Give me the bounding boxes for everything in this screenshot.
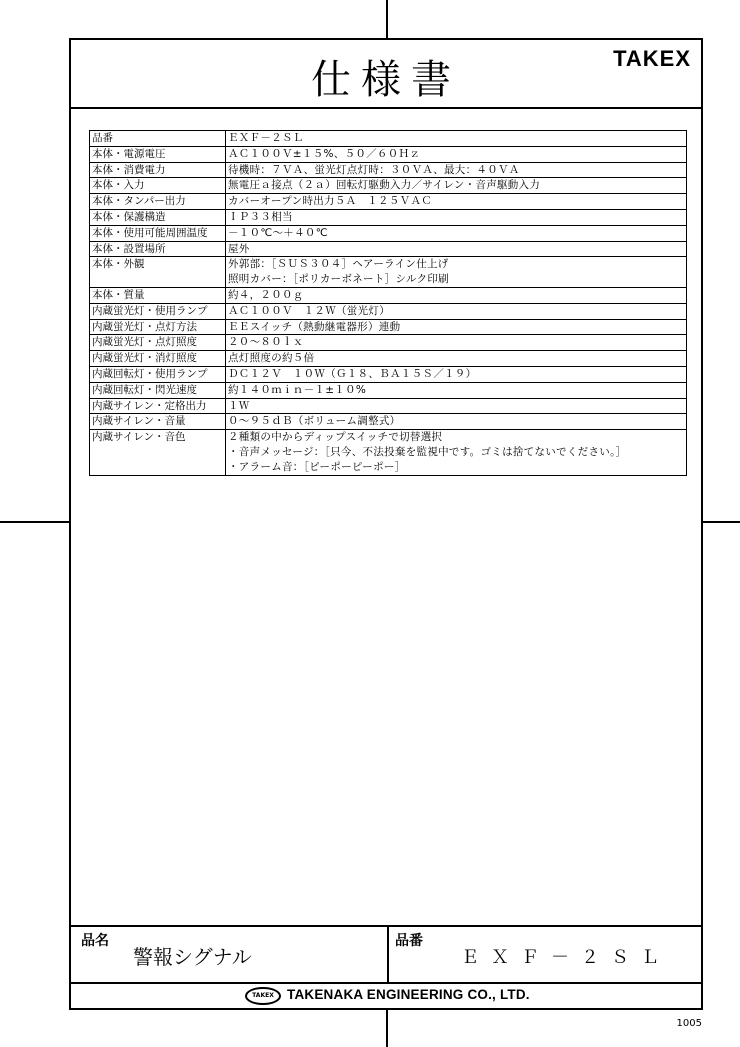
spec-value-line: ・音声メッセージ：［只今、不法投棄を監視中です。ゴミは捨てないでください。］ <box>228 445 627 458</box>
spec-label: 品番 <box>90 131 226 147</box>
spec-value <box>226 382 687 398</box>
table-row <box>90 146 687 162</box>
table-row <box>90 382 687 398</box>
spec-value-line: ２種類の中からディップスイッチで切替選択 <box>228 431 443 444</box>
spec-value <box>226 225 687 241</box>
spec-value-line: ＡＣ１００Ｖ １２Ｗ（蛍光灯） <box>228 304 390 317</box>
spec-label: 内蔵回転灯・閃光速度 <box>90 382 226 398</box>
table-row <box>90 430 687 475</box>
spec-label: 本体・入力 <box>90 178 226 194</box>
spec-value-line: １Ｗ <box>228 399 250 412</box>
table-row <box>90 303 687 319</box>
crop-mark-left <box>0 521 69 523</box>
product-name-label: 品名 <box>81 933 109 949</box>
table-row <box>90 398 687 414</box>
table-row <box>90 414 687 430</box>
table-row <box>90 225 687 241</box>
table-row <box>90 257 687 288</box>
spec-value <box>226 303 687 319</box>
spec-value-line: 約１４０ｍｉｎ－１±１０% <box>228 383 367 396</box>
spec-value <box>226 257 687 288</box>
spec-value <box>226 194 687 210</box>
company-name: TAKENAKA ENGINEERING CO., LTD. <box>287 987 530 1002</box>
spec-value <box>226 131 687 147</box>
product-row-divider <box>387 927 389 982</box>
spec-value-line: ２０～８０ｌｘ <box>228 336 304 349</box>
spec-label: 本体・保護構造 <box>90 209 226 225</box>
spec-value-line: 点灯照度の約５倍 <box>228 352 315 365</box>
spec-value <box>226 414 687 430</box>
spec-label: 内蔵回転灯・使用ランプ <box>90 366 226 382</box>
spec-label: 内蔵サイレン・音色 <box>90 430 226 475</box>
spec-value-line: 照明カバー：［ポリカーボネート］シルク印刷 <box>228 273 449 286</box>
spec-value-line: カバーオープン時出力５Ａ １２５ＶＡＣ <box>228 195 433 208</box>
spec-label: 本体・使用可能周囲温度 <box>90 225 226 241</box>
table-row <box>90 194 687 210</box>
spec-value-line: 無電圧ａ接点（２ａ）回転灯駆動入力／サイレン・音声駆動入力 <box>228 179 541 192</box>
product-code-value: ＥＸＦ－２ＳＬ <box>461 947 671 968</box>
spec-value <box>226 398 687 414</box>
spec-label: 本体・設置場所 <box>90 241 226 257</box>
table-row <box>90 287 687 303</box>
spec-value-line: ＩＰ３３相当 <box>228 210 293 223</box>
spec-label: 本体・質量 <box>90 287 226 303</box>
page-title: 仕様書 <box>311 57 461 103</box>
spec-value <box>226 162 687 178</box>
spec-label: 本体・外観 <box>90 257 226 288</box>
spec-value <box>226 209 687 225</box>
table-row <box>90 319 687 335</box>
spec-value <box>226 287 687 303</box>
spec-value-line: ・アラーム音：［ピーポーピーポー］ <box>228 460 406 473</box>
table-row <box>90 209 687 225</box>
spec-value-line: ０～９５ｄＢ（ボリューム調整式） <box>228 415 401 428</box>
spec-label: 内蔵蛍光灯・点灯方法 <box>90 319 226 335</box>
spec-value <box>226 241 687 257</box>
title-row <box>71 40 701 109</box>
table-row <box>90 366 687 382</box>
spec-label: 内蔵蛍光灯・消灯照度 <box>90 351 226 367</box>
table-row <box>90 351 687 367</box>
spec-value <box>226 351 687 367</box>
spec-value <box>226 178 687 194</box>
spec-label: 本体・電源電圧 <box>90 146 226 162</box>
spec-value <box>226 319 687 335</box>
spec-value-line: 屋外 <box>228 242 250 255</box>
spec-value-line: ＥＸＦ－２ＳＬ <box>228 132 304 144</box>
spec-value <box>226 430 687 475</box>
spec-value-line: 約４，２００ｇ <box>228 288 304 301</box>
spec-value <box>226 335 687 351</box>
spec-value-line: －１０℃～＋４０℃ <box>228 226 328 239</box>
spec-label: 内蔵蛍光灯・使用ランプ <box>90 303 226 319</box>
spec-value-line: 外郭部：［ＳＵＳ３０４］ヘアーライン仕上げ <box>228 258 449 271</box>
company-footer <box>71 982 701 1010</box>
spec-value-line: 待機時：７ＶＡ、蛍光灯点灯時：３０ＶＡ、最大：４０ＶＡ <box>228 163 520 176</box>
company-logo-icon: TAKEX <box>245 987 281 1005</box>
spec-value-line: ＤＣ１２Ｖ １０Ｗ（Ｇ１８、ＢＡ１５Ｓ／１９） <box>228 367 477 380</box>
spec-value <box>226 366 687 382</box>
spec-label: 本体・消費電力 <box>90 162 226 178</box>
table-row <box>90 131 687 147</box>
table-row <box>90 162 687 178</box>
crop-mark-right <box>703 521 740 523</box>
crop-mark-top <box>386 0 388 38</box>
spec-label: 内蔵蛍光灯・点灯照度 <box>90 335 226 351</box>
table-row <box>90 178 687 194</box>
table-row <box>90 241 687 257</box>
spec-table <box>89 130 687 476</box>
spec-value-line: ＥＥスイッチ（熱動継電器形）連動 <box>228 320 401 333</box>
document-number: 1005 <box>676 1018 702 1029</box>
product-name-value: 警報シグナル <box>133 945 252 969</box>
product-code-label: 品番 <box>395 933 423 949</box>
document-frame <box>69 38 703 1010</box>
spec-value <box>226 146 687 162</box>
brand-logo: TAKEX <box>613 46 691 71</box>
spec-label: 内蔵サイレン・音量 <box>90 414 226 430</box>
product-info-row <box>71 925 701 984</box>
spec-label: 内蔵サイレン・定格出力 <box>90 398 226 414</box>
spec-label: 本体・タンパー出力 <box>90 194 226 210</box>
spec-value-line: ＡＣ１００Ｖ±１５%、５０／６０Ｈｚ <box>228 147 421 160</box>
table-row <box>90 335 687 351</box>
crop-mark-bottom <box>386 1010 388 1047</box>
